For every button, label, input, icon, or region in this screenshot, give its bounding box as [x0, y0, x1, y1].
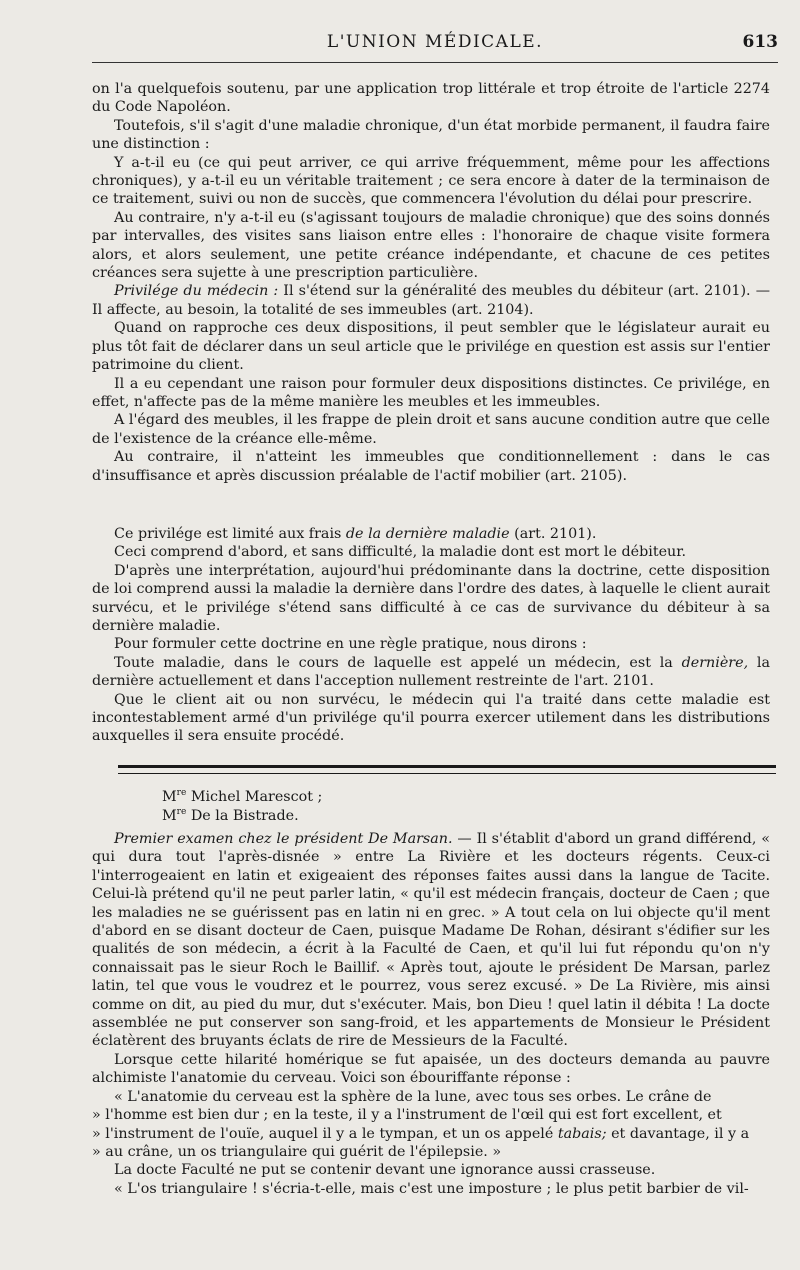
header-rule	[92, 62, 778, 63]
paragraph: A l'égard des meubles, il les frappe de plein droit et sans aucune condition autre que celle de l'existence de la créance elle-même.	[92, 412, 770, 447]
text-run: la dernière actuellement et dans l'acception nullement restreinte de l'art. 2101.	[92, 654, 770, 690]
quote-line: » l'homme est bien dur ; en la teste, il y a l'instrument de l'œil qui est fort excellent, et	[92, 1107, 722, 1124]
text-run: et davantage, il y a	[606, 1125, 750, 1142]
paragraph: « L'os triangulaire ! s'écria-t-elle, mais c'est une imposture ; le plus petit barbier de vil-	[114, 1180, 749, 1197]
paragraph: Y a-t-il eu (ce qui peut arriver, ce qui arrive fréquemment, même pour les affections chroniques), y a-t-il eu un véritable traitement ; ce sera encore à dater de la terminaison de ce traitement, suivi ou non de succès, que commencera l'évolution du délai pour prescrire.	[92, 154, 770, 208]
names-list	[162, 788, 322, 826]
paragraph: Au contraire, il n'atteint les immeubles que conditionnellement : dans le cas d'insuffisance et après discussion préalable de l'actif mobilier (art. 2105).	[92, 449, 770, 484]
quote-line: » au crâne, un os triangulaire qui guérit de l'épilepsie. »	[92, 1143, 502, 1160]
paragraph: D'après une interprétation, aujourd'hui prédominante dans la doctrine, cette disposition de loi comprend aussi la maladie la dernière dans l'ordre des dates, à laquelle le client aurait survécu, et le privilége s'étend sans difficulté à ce cas de survivance du débiteur à sa dernière maladie.	[92, 562, 770, 635]
paragraph	[92, 525, 770, 543]
text-run: » l'instrument de l'ouïe, auquel il y a le tympan, et un os appelé	[92, 1125, 558, 1142]
paragraph: on l'a quelquefois soutenu, par une application trop littérale et trop étroite de l'article 2274 du Code Napoléon.	[92, 81, 770, 116]
text-run: Ce privilége est limité aux frais	[114, 526, 346, 542]
paragraph	[92, 830, 770, 1051]
name-line	[162, 807, 322, 826]
paragraph: Ceci comprend d'abord, et sans difficulté, la maladie dont est mort le débiteur.	[114, 544, 687, 561]
page-header	[92, 32, 778, 58]
text-run: De la Bistrade.	[186, 808, 299, 824]
paragraph: Que le client ait ou non survécu, le médecin qui l'a traité dans cette maladie est incontestablement armé d'un privilége qu'il pourra exercer utilement dans les distributions auxquelles il sera ensuite procédé.	[92, 691, 770, 745]
section-last-illness	[92, 525, 770, 746]
paragraph: Il a eu cependant une raison pour formuler deux dispositions distinctes. Ce privilége, en effet, n'affecte pas de la même manière les meubles et les immeubles.	[92, 375, 770, 410]
quote-line: « L'anatomie du cerveau est la sphère de la lune, avec tous ses orbes. Le crâne de	[114, 1088, 712, 1105]
paragraph: Lorsque cette hilarité homérique se fut apaisée, un des docteurs demanda au pauvre alchimiste l'anatomie du cerveau. Voici son ébouriffante réponse :	[92, 1051, 770, 1087]
text-run: (art. 2101).	[509, 526, 597, 542]
name-line	[162, 788, 322, 807]
superscript: re	[176, 807, 187, 818]
paragraph: Pour formuler cette doctrine en une règle pratique, nous dirons :	[114, 636, 587, 653]
paragraph: Au contraire, n'y a-t-il eu (s'agissant toujours de maladie chronique) que des soins donnés par intervalles, des visites sans liaison entre elles : l'honoraire de chaque visite formera alors, et alors seulement, une petite créance indépendante, et chacune de ces petites créances sera sujette à une prescription particulière.	[92, 209, 770, 282]
text-run: M	[162, 789, 177, 805]
text-run: Michel Marescot ;	[186, 789, 323, 805]
superscript: re	[176, 788, 187, 799]
emphasis: de la dernière maladie	[345, 526, 510, 542]
paragraph: Toutefois, s'il s'agit d'une maladie chronique, d'un état morbide permanent, il faudra faire une distinction :	[92, 117, 770, 153]
running-title: L'UNION MÉDICALE.	[326, 32, 544, 52]
section-prescription	[92, 80, 770, 485]
emphasis: tabais;	[557, 1125, 607, 1142]
emphasis: dernière,	[681, 654, 749, 671]
text-run: Toute maladie, dans le cours de laquelle est appelé un médecin, est la	[114, 654, 682, 671]
section-examination	[92, 830, 770, 1198]
emphasis: Premier examen chez le président De Marsan.	[114, 831, 453, 847]
text-run: M	[162, 808, 177, 824]
text-run: — Il s'établit d'abord un grand différend, « qui dura tout l'après-disnée » entre La Rivière et les docteurs régents. Ceux-ci l'interrogeaient en latin et exigeaient des réponses faites aussi dans la langue de Tacite. Celui-là prétend qu'il ne peut parler latin, « qu'il est médecin français, docteur de Caen ; que les maladies ne se guérissent pas en latin ni en grec. » A tout cela on lui objecte qu'il ment d'abord en se disant docteur de Caen, puisque Madame De Rohan, désirant s'édifier sur les qualités de son médecin, a écrit à la Faculté de Caen, et qu'il lui fut répondu qu'on n'y connaissait pas le sieur Roch le Baillif. « Après tout, ajoute le président De Marsan, parlez latin, tel que vous le voudrez et le pourrez, vous serez excusé. » De La Rivière, mis ainsi comme on dit, au pied du mur, dut s'exécuter. Mais, bon Dieu ! quel latin il débita ! La docte assemblée ne put conserver son sang-froid, et les appartements de Monsieur le Président éclatèrent des bruyants éclats de rire de Messieurs de la Faculté.	[92, 831, 771, 1050]
section-separator	[118, 765, 776, 774]
paragraph	[92, 654, 770, 691]
paragraph: La docte Faculté ne put se contenir devant une ignorance aussi crasseuse.	[114, 1162, 656, 1179]
privilege-label: Privilége du médecin :	[114, 283, 279, 300]
paragraph: Quand on rapproche ces deux dispositions, il peut sembler que le législateur aurait eu plus tôt fait de déclarer dans un seul article que le privilége en question est assis sur l'entier patrimoine du client.	[92, 320, 770, 374]
quote-line	[92, 1125, 770, 1143]
privilege-text: Il s'étend sur la généralité des meubles du débiteur (art. 2101). — Il affecte, au besoin, la totalité de ses immeubles (art. 2104).	[92, 283, 770, 318]
page-number: 613	[742, 32, 778, 52]
paragraph-privilege	[92, 282, 770, 319]
